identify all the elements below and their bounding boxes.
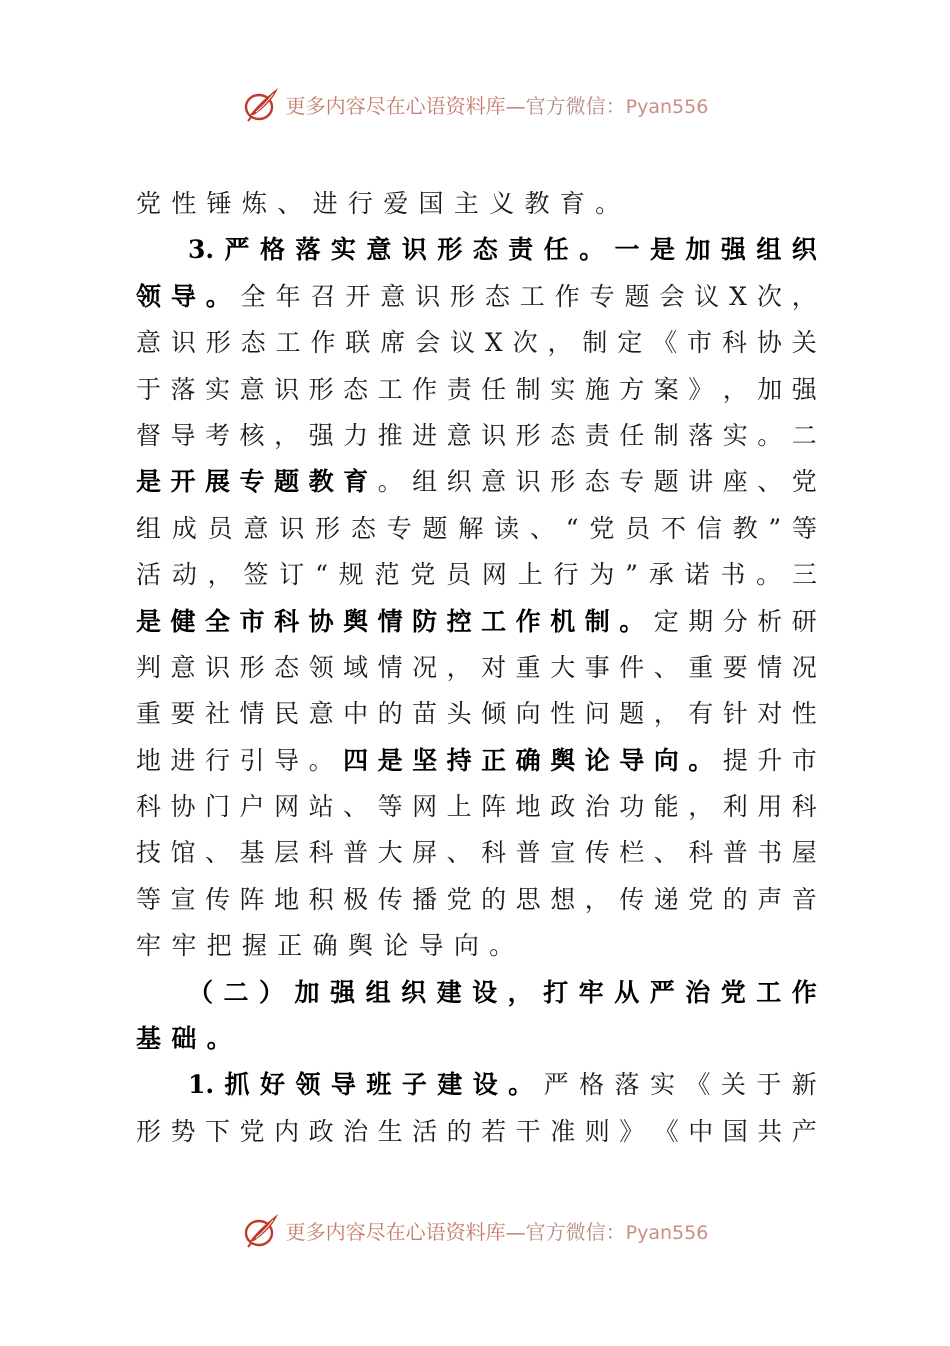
- text-line: 判 意 识 形 态 领 域 情 况 ， 对 重 大 事 件 、 重 要 情 况: [136, 652, 817, 682]
- quill-pen-logo-icon: [242, 85, 282, 123]
- text-line: 于 落 实 意 识 形 态 工 作 责 任 制 实 施 方 案 》 ， 加 强: [136, 374, 817, 404]
- document-body: [136, 181, 817, 1155]
- watermark-wechat-id: Pyan556: [625, 95, 709, 118]
- watermark-main: 更多内容尽在心语资料库: [285, 1219, 506, 1244]
- text-line: 3. 严 格 落 实 意 识 形 态 责 任 。 一 是 加 强 组 织: [188, 235, 817, 265]
- watermark-separator: —: [505, 93, 526, 118]
- text-line: 形 势 下 党 内 政 治 生 活 的 若 干 准 则 》 《 中 国 共 产: [136, 1116, 817, 1146]
- footer-watermark: [0, 1210, 950, 1250]
- text-line: 地 进 行 引 导 。 四 是 坚 持 正 确 舆 论 导 向 。 提 升 市: [136, 745, 817, 775]
- text-line: 技 馆 、 基 层 科 普 大 屏 、 科 普 宣 传 栏 、 科 普 书 屋: [136, 838, 817, 868]
- text-line: 是 健 全 市 科 协 舆 情 防 控 工 作 机 制 。 定 期 分 析 研: [136, 606, 817, 636]
- text-line: 意 识 形 态 工 作 联 席 会 议 X 次 ， 制 定 《 市 科 协 关: [136, 328, 817, 358]
- text-line: 督 导 考 核 ， 强 力 推 进 意 识 形 态 责 任 制 落 实 。 二: [136, 420, 817, 450]
- watermark-separator: —: [505, 1219, 526, 1244]
- text-line: 是 开 展 专 题 教 育 。 组 织 意 识 形 态 专 题 讲 座 、 党: [136, 467, 817, 497]
- text-line: 组 成 员 意 识 形 态 专 题 解 读 、 “ 党 员 不 信 教 ” 等: [136, 513, 817, 543]
- quill-pen-logo-icon: [242, 1211, 282, 1249]
- text-line: 重 要 社 情 民 意 中 的 苗 头 倾 向 性 问 题 ， 有 针 对 性: [136, 699, 817, 729]
- text-line: 牢 牢 把 握 正 确 舆 论 导 向 。: [136, 931, 515, 961]
- watermark-text: [286, 90, 709, 119]
- text-line: 等 宣 传 阵 地 积 极 传 播 党 的 思 想 ， 传 递 党 的 声 音: [136, 884, 817, 914]
- text-line: 活 动 ， 签 订 “ 规 范 党 员 网 上 行 为 ” 承 诺 书 。 三: [136, 560, 817, 590]
- watermark-wechat-id: Pyan556: [625, 1221, 709, 1244]
- watermark-wechat-label: 官方微信：: [525, 93, 626, 118]
- header-watermark: [0, 84, 950, 124]
- watermark-text: [286, 1216, 709, 1245]
- text-line: 基 础 。: [136, 1024, 232, 1054]
- watermark-wechat-label: 官方微信：: [525, 1219, 626, 1244]
- text-line: （ 二 ） 加 强 组 织 建 设 ， 打 牢 从 严 治 党 工 作: [188, 977, 817, 1007]
- text-line: 党 性 锤 炼 、 进 行 爱 国 主 义 教 育 。: [136, 189, 621, 218]
- text-line: 科 协 门 户 网 站 、 等 网 上 阵 地 政 治 功 能 ， 利 用 科: [136, 792, 817, 822]
- watermark-main: 更多内容尽在心语资料库: [285, 93, 506, 118]
- text-line: 领 导 。 全 年 召 开 意 识 形 态 工 作 专 题 会 议 X 次 ，: [136, 281, 817, 311]
- text-line: 1. 抓 好 领 导 班 子 建 设 。 严 格 落 实 《 关 于 新: [188, 1070, 817, 1100]
